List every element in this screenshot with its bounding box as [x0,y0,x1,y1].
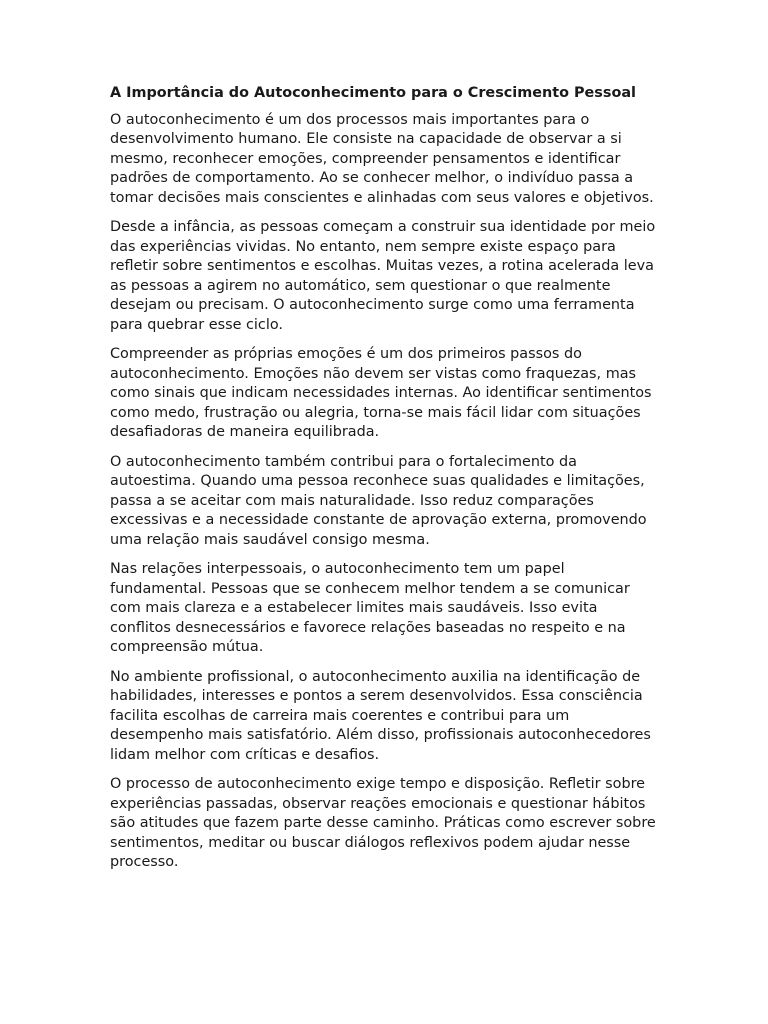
paragraph-1: O autoconhecimento é um dos processos mais importantes para o desenvolvimento humano. Ele consiste na capacidade de observar a si mesmo, reconhecer emoções, compreender pensamentos e identificar padrões de comportamento. Ao se conhecer melhor, o indivíduo passa a tomar decisões mais conscientes e alinhadas com seus valores e objetivos. [110,111,654,206]
document-title: A Importância do Autoconhecimento para o Crescimento Pessoal [110,85,636,101]
paragraph-4: O autoconhecimento também contribui para o fortalecimento da autoestima. Quando uma pessoa reconhece suas qualidades e limitações, passa a se aceitar com mais naturalidade. Isso reduz comparações excessivas e a necessidade constante de aprovação externa, promovendo uma relação mais saudável consigo mesma. [110,453,647,548]
paragraph-5: Nas relações interpessoais, o autoconhecimento tem um papel fundamental. Pessoas que se conhecem melhor tendem a se comunicar com mais clareza e a estabelecer limites mais saudáveis. Isso evita conflitos desnecessários e favorece relações baseadas no respeito e na compreensão mútua. [110,561,630,655]
paragraph-3: Compreender as próprias emoções é um dos primeiros passos do autoconhecimento. Emoções não devem ser vistas como fraquezas, mas como sinais que indicam necessidades internas. Ao identificar sentimentos como medo, frustração ou alegria, torna-se mais fácil lidar com situações desafiadoras de maneira equilibrada. [110,346,652,440]
paragraph-7: O processo de autoconhecimento exige tempo e disposição. Refletir sobre experiências passadas, observar reações emocionais e questionar hábitos são atitudes que fazem parte desse caminho. Práticas como escrever sobre sentimentos, meditar ou buscar diálogos reflexivos podem ajudar nesse processo. [110,776,656,870]
paragraph-6: No ambiente profissional, o autoconhecimento auxilia na identificação de habilidades, interesses e pontos a serem desenvolvidos. Essa consciência facilita escolhas de carreira mais coerentes e contribui para um desempenho mais satisfatório. Além disso, profissionais autoconhecedores lidam melhor com críticas e desafios. [110,668,651,763]
paragraph-2: Desde a infância, as pessoas começam a construir sua identidade por meio das experiências vividas. No entanto, nem sempre existe espaço para refletir sobre sentimentos e escolhas. Muitas vezes, a rotina acelerada leva as pessoas a agirem no automático, sem questionar o que realmente desejam ou precisam. O autoconhecimento surge como uma ferramenta para quebrar esse ciclo. [110,219,656,333]
document-body [110,84,658,883]
